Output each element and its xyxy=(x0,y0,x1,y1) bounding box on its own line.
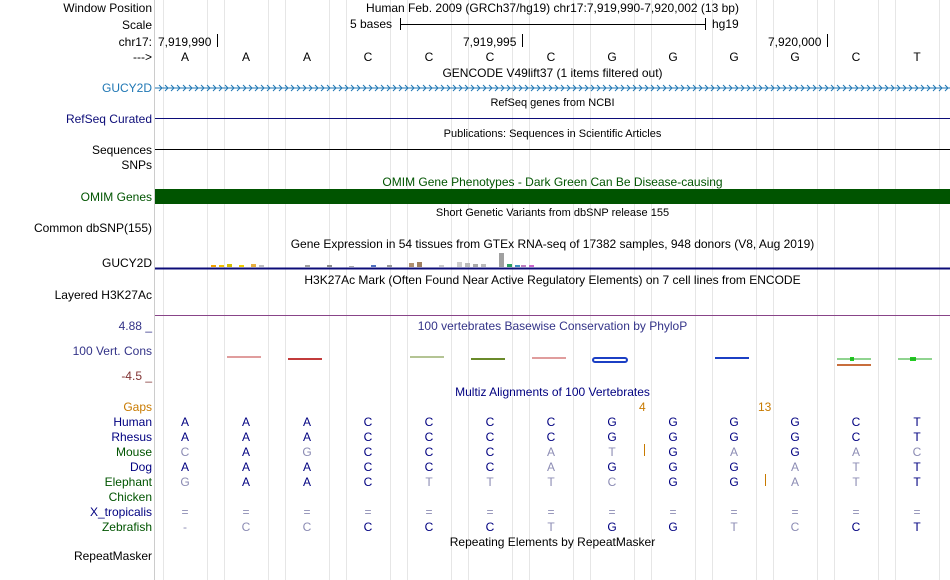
aligned-base: T xyxy=(913,475,921,489)
gencode-gene-track[interactable] xyxy=(155,82,950,94)
gtex-tissue-bar xyxy=(457,262,462,267)
scale-bar xyxy=(400,18,706,30)
species-label[interactable]: Mouse xyxy=(115,445,152,459)
aligned-base: T xyxy=(852,475,860,489)
scale-label: Scale xyxy=(121,18,152,32)
aligned-base: T xyxy=(486,475,494,489)
gtex-tissue-bar xyxy=(211,265,216,267)
omim-label[interactable]: OMIM Genes xyxy=(80,190,152,204)
publications-title: Publications: Sequences in Scientific Articles xyxy=(443,128,662,140)
base-letter: G xyxy=(607,50,617,64)
gtex-expression-bars[interactable] xyxy=(155,250,950,270)
aligned-base: G xyxy=(790,430,800,444)
aligned-base: A xyxy=(180,430,189,444)
refseq-label[interactable]: RefSeq Curated xyxy=(65,112,152,126)
aligned-base: A xyxy=(302,415,311,429)
species-label[interactable]: Zebrafish xyxy=(101,520,152,534)
aligned-base: C xyxy=(790,520,800,534)
aligned-base: C xyxy=(485,445,495,459)
aligned-base: G xyxy=(668,460,678,474)
gtex-tissue-bar xyxy=(499,253,504,267)
publications-line[interactable] xyxy=(155,149,950,150)
snps-label[interactable]: SNPs xyxy=(121,158,152,172)
aligned-base: G xyxy=(668,520,678,534)
gtex-title: Gene Expression in 54 tissues from GTEx RNA-seq of 17382 samples, 948 donors (V8, Aug 2019) xyxy=(290,237,815,251)
aligned-base: = xyxy=(547,505,555,519)
aligned-base: C xyxy=(424,445,434,459)
aligned-base: C xyxy=(424,460,434,474)
gtex-tissue-bar xyxy=(349,266,354,267)
position-tick: 7,919,995 xyxy=(463,35,517,49)
window-position-value[interactable]: Human Feb. 2009 (GRCh37/hg19) chr17:7,919,990-7,920,002 (13 bp) xyxy=(366,1,739,15)
repeatmasker-label[interactable]: RepeatMasker xyxy=(73,549,152,563)
h3k27ac-title: H3K27Ac Mark (Often Found Near Active Regulatory Elements) on 7 cell lines from ENCODE xyxy=(304,273,801,287)
aligned-base: G xyxy=(729,430,739,444)
aligned-base: G xyxy=(729,475,739,489)
base-letter: C xyxy=(851,50,861,64)
aligned-base: G xyxy=(790,445,800,459)
aligned-base: A xyxy=(180,460,189,474)
aligned-base: C xyxy=(424,520,434,534)
gtex-tissue-bar xyxy=(473,264,478,267)
gtex-tissue-bar xyxy=(521,265,526,267)
base-letter: A xyxy=(241,50,250,64)
aligned-base: T xyxy=(730,520,738,534)
aligned-base: A xyxy=(546,460,555,474)
aligned-base: = xyxy=(791,505,799,519)
aligned-base: G xyxy=(668,430,678,444)
aligned-base: C xyxy=(363,430,373,444)
aligned-base: = xyxy=(669,505,677,519)
chrom-label: chr17: xyxy=(118,35,152,49)
aligned-base: T xyxy=(913,430,921,444)
gtex-tissue-bar xyxy=(439,265,444,267)
aligned-base: = xyxy=(852,505,860,519)
aligned-base: G xyxy=(668,475,678,489)
aligned-base: = xyxy=(608,505,616,519)
gaps-label: Gaps xyxy=(123,400,152,414)
aligned-base: T xyxy=(547,475,555,489)
tick-mark xyxy=(522,34,523,47)
aligned-base: C xyxy=(241,520,251,534)
insertion-marker xyxy=(765,474,766,486)
aligned-base: T xyxy=(547,520,555,534)
aligned-base: G xyxy=(729,415,739,429)
aligned-base: T xyxy=(608,445,616,459)
phylop-min: -4.5 _ xyxy=(121,369,152,383)
aligned-base: - xyxy=(183,520,187,534)
publications-label[interactable]: Sequences xyxy=(91,143,152,157)
species-label[interactable]: Elephant xyxy=(104,475,152,489)
gtex-tissue-bar xyxy=(387,265,392,267)
aligned-base: T xyxy=(425,475,433,489)
aligned-base: = xyxy=(364,505,372,519)
aligned-base: C xyxy=(363,475,373,489)
aligned-base: C xyxy=(363,460,373,474)
aligned-base: = xyxy=(486,505,494,519)
aligned-base: A xyxy=(241,445,250,459)
omim-phenotype-bar[interactable] xyxy=(155,189,950,204)
aligned-base: C xyxy=(912,445,922,459)
gencode-label[interactable]: GUCY2D xyxy=(101,81,152,95)
refseq-gene-line[interactable] xyxy=(155,118,950,119)
aligned-base: = xyxy=(242,505,250,519)
aligned-base: C xyxy=(424,430,434,444)
aligned-base: C xyxy=(363,520,373,534)
base-letter: C xyxy=(485,50,495,64)
gap-count: 4 xyxy=(639,400,646,414)
aligned-base: A xyxy=(790,460,799,474)
refseq-title: RefSeq genes from NCBI xyxy=(490,97,615,109)
gtex-tissue-bar xyxy=(417,262,422,267)
gtex-tissue-bar xyxy=(305,265,310,267)
h3k27ac-baseline[interactable] xyxy=(155,315,950,316)
gtex-tissue-bar xyxy=(219,265,224,267)
aligned-base: G xyxy=(607,430,617,444)
phylop-max: 4.88 _ xyxy=(118,319,152,333)
aligned-base: G xyxy=(668,445,678,459)
gap-count: 13 xyxy=(758,400,772,414)
aligned-base: A xyxy=(302,460,311,474)
base-letter: A xyxy=(180,50,189,64)
aligned-base: T xyxy=(913,415,921,429)
dbsnp-title: Short Genetic Variants from dbSNP release 155 xyxy=(435,207,670,219)
tick-mark xyxy=(827,34,828,47)
aligned-base: T xyxy=(913,520,921,534)
position-tick: 7,919,990 xyxy=(158,35,212,49)
aligned-base: G xyxy=(790,415,800,429)
aligned-base: C xyxy=(607,475,617,489)
aligned-base: A xyxy=(302,430,311,444)
species-label[interactable]: X_tropicalis xyxy=(89,505,152,519)
aligned-base: C xyxy=(302,520,312,534)
gtex-tissue-bar xyxy=(239,265,244,267)
base-letter: T xyxy=(913,50,921,64)
window-position-label: Window Position xyxy=(63,1,152,15)
dbsnp-label[interactable]: Common dbSNP(155) xyxy=(33,221,152,235)
base-letter: G xyxy=(729,50,739,64)
gencode-title: GENCODE V49lift37 (1 items filtered out) xyxy=(442,66,663,80)
base-letter: C xyxy=(546,50,556,64)
base-letter: G xyxy=(790,50,800,64)
aligned-base: = xyxy=(303,505,311,519)
arrow-label: ---> xyxy=(133,50,152,64)
species-label[interactable]: Human xyxy=(113,415,152,429)
repeatmasker-title: Repeating Elements by RepeatMasker xyxy=(449,535,656,549)
aligned-base: C xyxy=(424,415,434,429)
aligned-base: C xyxy=(363,415,373,429)
gtex-label[interactable]: GUCY2D xyxy=(101,256,152,270)
aligned-base: A xyxy=(180,415,189,429)
gtex-tissue-bar xyxy=(327,265,332,267)
species-label[interactable]: Rhesus xyxy=(111,430,152,444)
species-label[interactable]: Chicken xyxy=(108,490,152,504)
gtex-tissue-bar xyxy=(371,265,376,267)
base-letter: G xyxy=(668,50,678,64)
aligned-base: C xyxy=(485,415,495,429)
aligned-base: C xyxy=(851,520,861,534)
scale-assembly: hg19 xyxy=(712,17,739,31)
position-tick: 7,920,000 xyxy=(768,35,822,49)
gtex-tissue-bar xyxy=(529,265,534,267)
gtex-tissue-bar xyxy=(409,263,414,267)
aligned-base: = xyxy=(425,505,433,519)
base-letter: A xyxy=(302,50,311,64)
tick-mark xyxy=(217,34,218,47)
aligned-base: A xyxy=(302,475,311,489)
aligned-base: A xyxy=(241,430,250,444)
aligned-base: G xyxy=(668,415,678,429)
aligned-base: G xyxy=(607,415,617,429)
species-label[interactable]: Dog xyxy=(129,460,152,474)
omim-title: OMIM Gene Phenotypes - Dark Green Can Be Disease-causing xyxy=(382,175,723,189)
aligned-base: C xyxy=(851,430,861,444)
insertion-marker xyxy=(644,444,645,456)
aligned-base: C xyxy=(485,460,495,474)
aligned-base: G xyxy=(607,460,617,474)
gtex-tissue-bar xyxy=(251,264,256,267)
aligned-base: C xyxy=(485,430,495,444)
aligned-base: A xyxy=(241,475,250,489)
multiz-title: Multiz Alignments of 100 Vertebrates xyxy=(455,385,650,399)
aligned-base: G xyxy=(729,460,739,474)
aligned-base: A xyxy=(729,445,738,459)
aligned-base: T xyxy=(913,460,921,474)
gtex-tissue-bar xyxy=(507,264,512,267)
gtex-tissue-bar xyxy=(465,263,470,267)
base-letter: C xyxy=(424,50,434,64)
aligned-base: A xyxy=(546,445,555,459)
gtex-tissue-bar xyxy=(481,264,486,267)
aligned-base: A xyxy=(241,460,250,474)
aligned-base: G xyxy=(180,475,190,489)
aligned-base: C xyxy=(363,445,373,459)
gtex-tissue-bar xyxy=(259,265,264,267)
aligned-base: G xyxy=(302,445,312,459)
aligned-base: = xyxy=(730,505,738,519)
base-letter: C xyxy=(363,50,373,64)
gtex-tissue-bar xyxy=(515,265,520,267)
aligned-base: A xyxy=(851,445,860,459)
phylop-conservation-plot[interactable] xyxy=(155,348,950,370)
h3k27ac-label[interactable]: Layered H3K27Ac xyxy=(54,288,152,302)
phylop-label[interactable]: 100 Vert. Cons xyxy=(72,344,152,358)
aligned-base: C xyxy=(546,415,556,429)
gtex-tissue-bar xyxy=(227,264,232,267)
phylop-title: 100 vertebrates Basewise Conservation by PhyloP xyxy=(417,319,688,333)
aligned-base: C xyxy=(485,520,495,534)
scale-text: 5 bases xyxy=(350,17,393,31)
aligned-base: = xyxy=(913,505,921,519)
aligned-base: T xyxy=(852,460,860,474)
aligned-base: A xyxy=(241,415,250,429)
aligned-base: G xyxy=(607,520,617,534)
aligned-base: A xyxy=(790,475,799,489)
aligned-base: C xyxy=(851,415,861,429)
aligned-base: = xyxy=(181,505,189,519)
aligned-base: C xyxy=(180,445,190,459)
aligned-base: C xyxy=(546,430,556,444)
